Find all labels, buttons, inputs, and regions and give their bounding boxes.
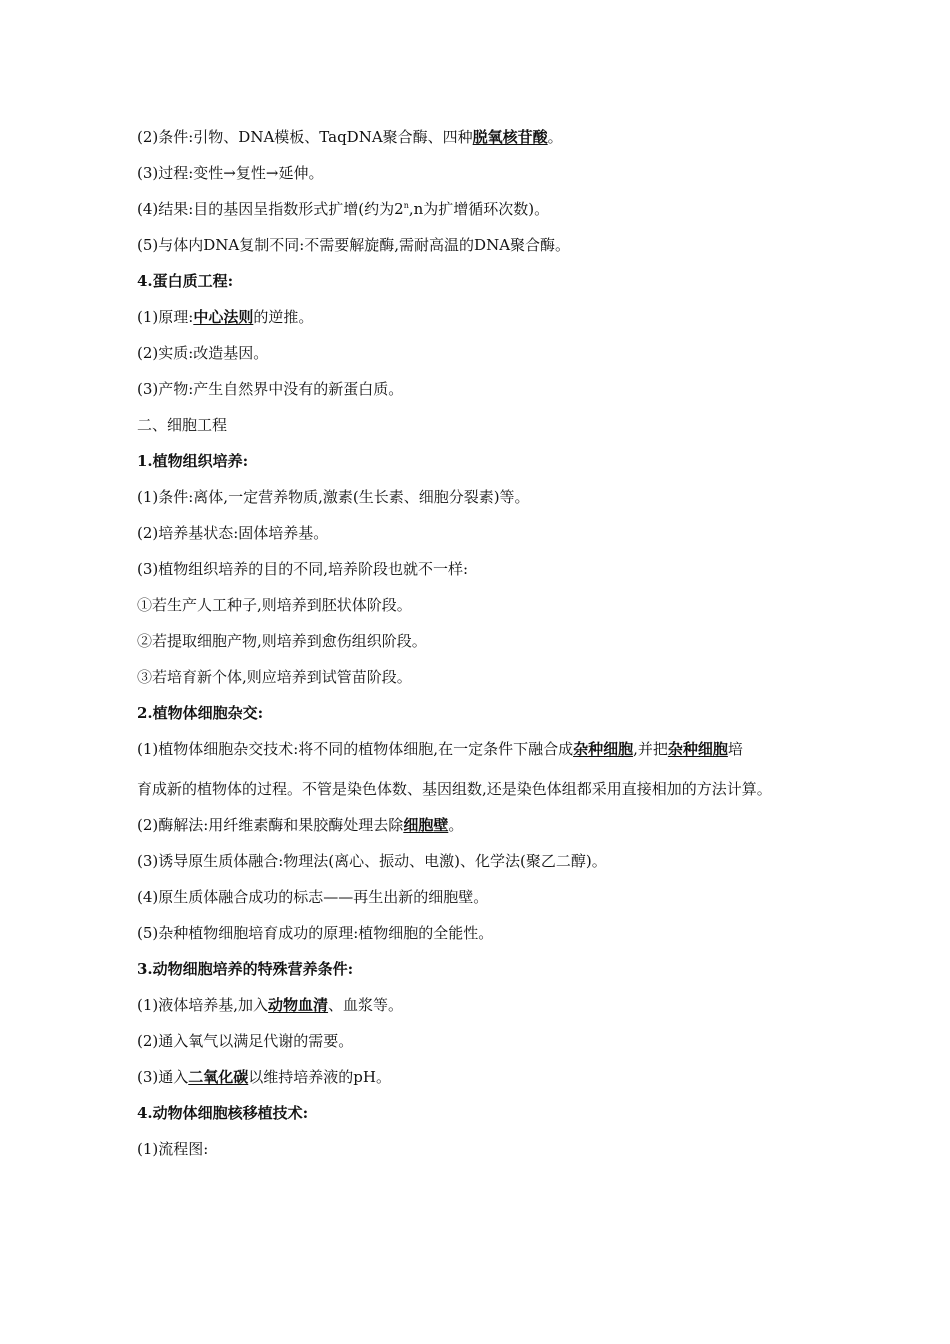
nuclear-transfer-flowchart: (1)流程图: [137, 1140, 209, 1158]
tissue-culture-case-1: ①若生产人工种子,则培养到胚状体阶段。 [137, 596, 412, 614]
animal-culture-oxygen: (2)通入氧气以满足代谢的需要。 [137, 1032, 354, 1050]
protein-principle-suffix: 的逆推。 [253, 308, 314, 326]
pcr-conditions-text: (2)条件:引物、DNA模板、TaqDNA聚合酶、四种 [137, 128, 473, 146]
hybridization-highlight-2: 杂种细胞 [667, 740, 728, 758]
animal-culture-liquid-text: (1)液体培养基,加入 [137, 996, 269, 1014]
tissue-culture-medium: (2)培养基状态:固体培养基。 [137, 524, 329, 542]
hybridization-enzyme-suffix: 。 [448, 816, 464, 834]
pcr-conditions-highlight: 脱氧核苷酸 [472, 128, 548, 146]
pcr-conditions [137, 127, 850, 147]
animal-culture-co2 [137, 1067, 850, 1087]
animal-culture-heading: 3.动物细胞培养的特殊营养条件: [137, 960, 354, 978]
hybridization-highlight-1: 杂种细胞 [573, 740, 634, 758]
protein-principle-highlight: 中心法则 [193, 308, 254, 326]
tissue-culture-conditions: (1)条件:离体,一定营养物质,激素(生长素、细胞分裂素)等。 [137, 488, 530, 506]
pcr-result-text: (4)结果:目的基因呈指数形式扩增(约为2 [137, 200, 404, 218]
protein-engineering-heading: 4.蛋白质工程: [137, 272, 234, 290]
protein-principle [137, 307, 850, 327]
hybridization-heading: 2.植物体细胞杂交: [137, 704, 264, 722]
hybridization-fusion: (3)诱导原生质体融合:物理法(离心、振动、电激)、化学法(聚乙二醇)。 [137, 852, 607, 870]
pcr-process: (3)过程:变性→复性→延伸。 [137, 164, 324, 182]
protein-product: (3)产物:产生自然界中没有的新蛋白质。 [137, 380, 404, 398]
pcr-result [137, 199, 850, 219]
hybridization-technique-text: (1)植物体细胞杂交技术:将不同的植物体细胞,在一定条件下融合成 [137, 740, 574, 758]
pcr-conditions-suffix: 。 [547, 128, 563, 146]
animal-culture-liquid-suffix: 、血浆等。 [328, 996, 404, 1014]
tissue-culture-case-3: ③若培育新个体,则应培养到试管苗阶段。 [137, 668, 412, 686]
protein-essence: (2)实质:改造基因。 [137, 344, 269, 362]
hybridization-enzyme [137, 815, 850, 835]
tissue-culture-case-2: ②若提取细胞产物,则培养到愈伤组织阶段。 [137, 632, 427, 650]
nuclear-transfer-heading: 4.动物体细胞核移植技术: [137, 1104, 309, 1122]
animal-culture-liquid-highlight: 动物血清 [268, 996, 329, 1014]
hybridization-technique-continued: 育成新的植物体的过程。不管是染色体数、基因组数,还是染色体组都采用直接相加的方法计算。 [137, 780, 772, 798]
hybridization-technique-suffix: 培 [727, 740, 743, 758]
hybridization-enzyme-text: (2)酶解法:用纤维素酶和果胶酶处理去除 [137, 816, 404, 834]
animal-culture-co2-highlight: 二氧化碳 [188, 1068, 249, 1086]
pcr-result-superscript: n [403, 201, 409, 210]
pcr-difference: (5)与体内DNA复制不同:不需要解旋酶,需耐高温的DNA聚合酶。 [137, 236, 571, 254]
hybridization-enzyme-highlight: 细胞壁 [403, 816, 449, 834]
tissue-culture-purpose: (3)植物组织培养的目的不同,培养阶段也就不一样: [137, 560, 469, 578]
protein-principle-text: (1)原理: [137, 308, 194, 326]
hybridization-technique-middle: ,并把 [633, 740, 668, 758]
hybridization-principle: (5)杂种植物细胞培育成功的原理:植物细胞的全能性。 [137, 924, 494, 942]
pcr-result-suffix: ,n为扩增循环次数)。 [408, 200, 550, 218]
hybridization-success-mark: (4)原生质体融合成功的标志——再生出新的细胞壁。 [137, 888, 489, 906]
tissue-culture-heading: 1.植物组织培养: [137, 452, 249, 470]
animal-culture-co2-suffix: 以维持培养液的pH。 [248, 1068, 391, 1086]
animal-culture-co2-text: (3)通入 [137, 1068, 189, 1086]
section-title: 二、细胞工程 [137, 416, 228, 434]
hybridization-technique [137, 739, 850, 759]
animal-culture-liquid [137, 995, 850, 1015]
